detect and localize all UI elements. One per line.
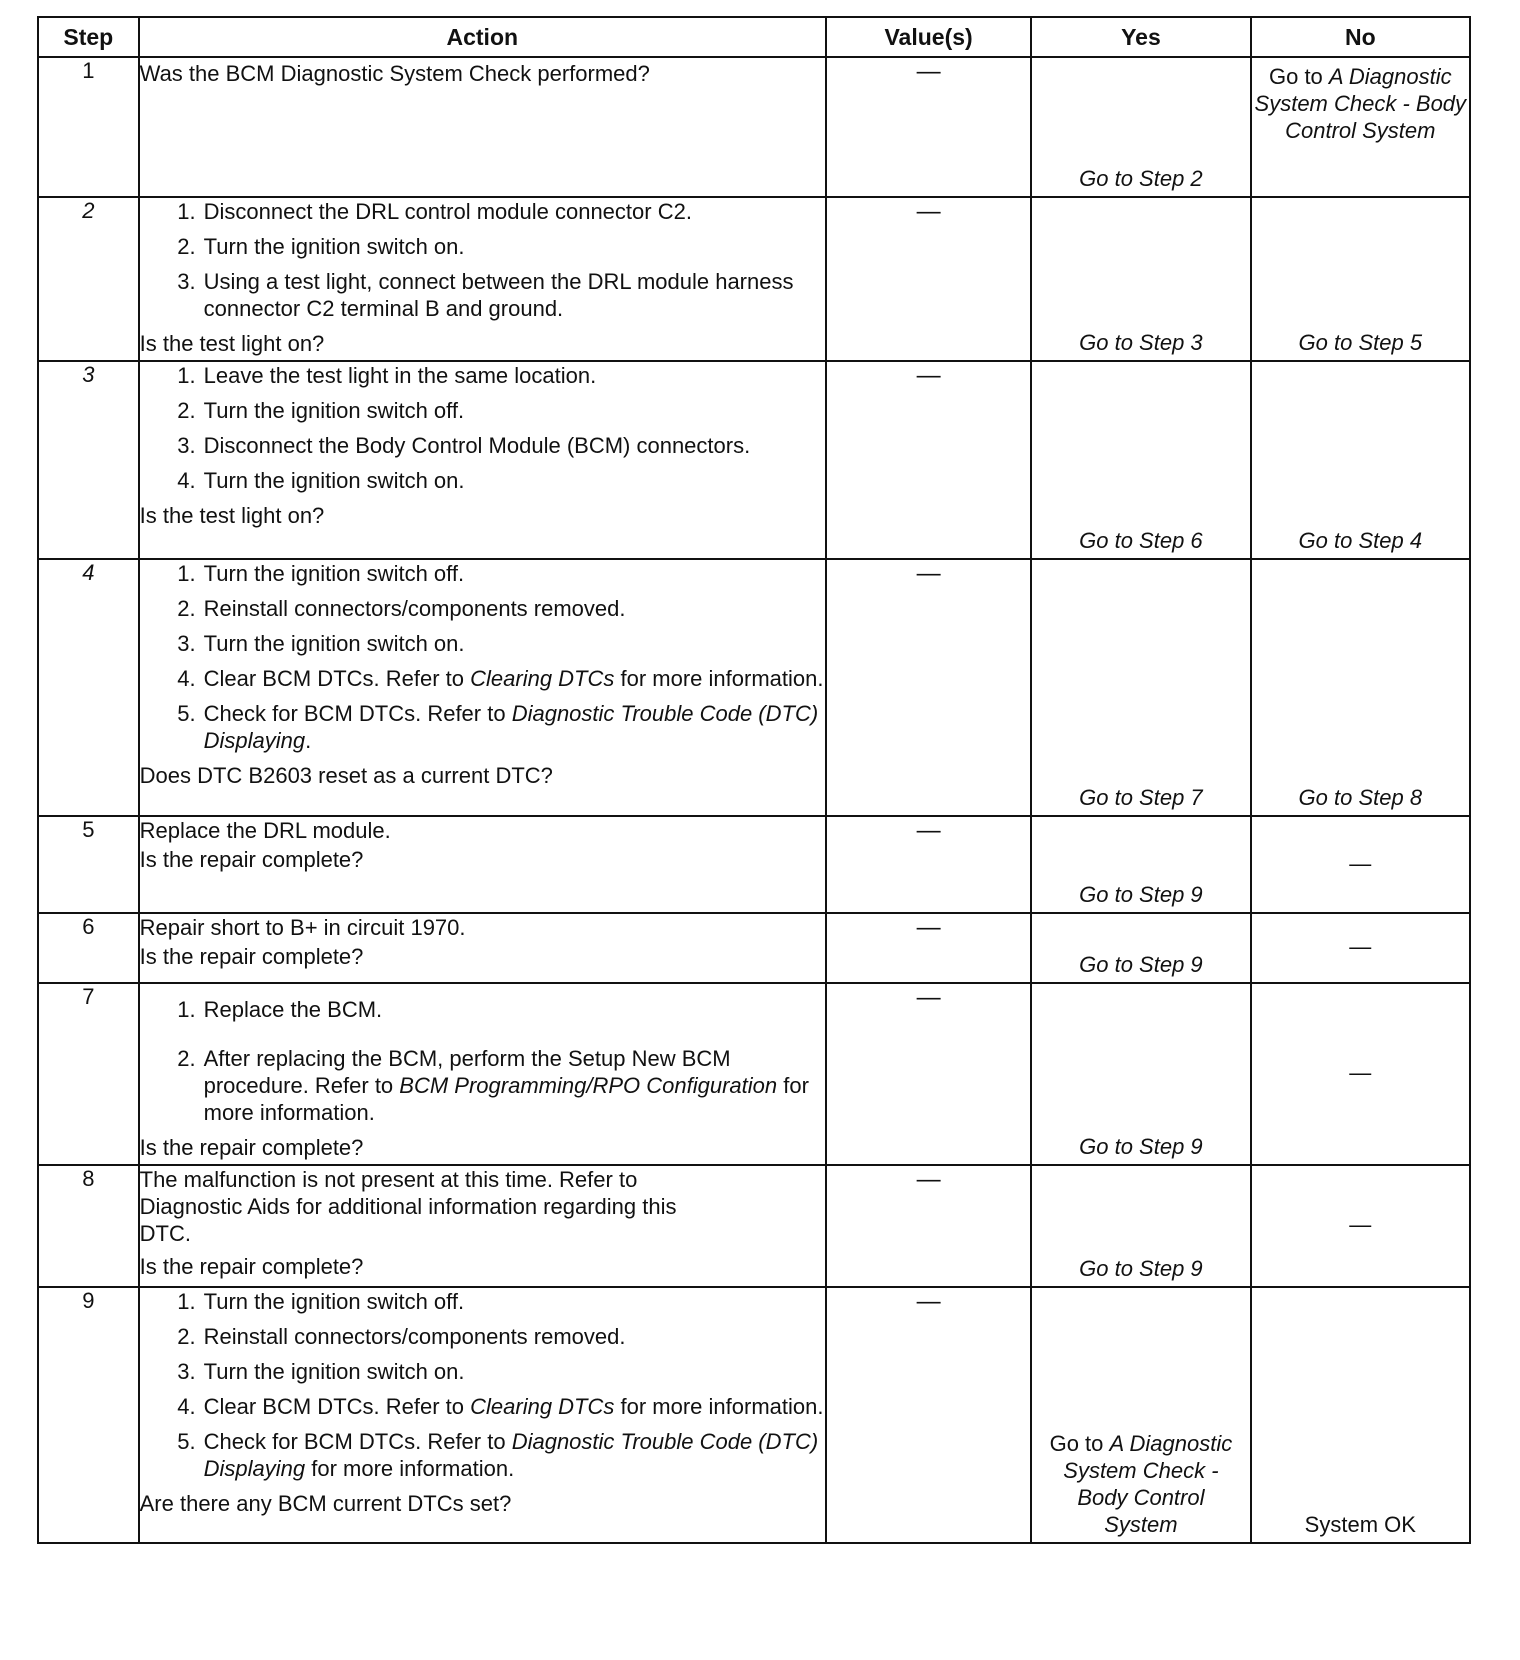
- list-item: 2. Turn the ignition switch on.: [177, 234, 465, 259]
- step-number: 9: [38, 1287, 139, 1543]
- value-cell: —: [826, 816, 1031, 913]
- action-question: Does DTC B2603 reset as a current DTC?: [139, 763, 553, 788]
- yes-goto: Go to Step 2: [1079, 166, 1203, 191]
- step-number: 2: [38, 197, 139, 361]
- list-item: 3. Disconnect the Body Control Module (BCM) connectors.: [177, 433, 751, 458]
- no-cell: [1251, 1165, 1470, 1287]
- header-row: [38, 17, 1470, 57]
- action-question: Was the BCM Diagnostic System Check performed?: [139, 61, 650, 86]
- step-number: 1: [38, 57, 139, 197]
- list-item: 1. Disconnect the DRL control module connector C2.: [177, 199, 692, 224]
- value-cell: —: [826, 983, 1031, 1165]
- no-cell: [1251, 361, 1470, 559]
- step-number: 3: [38, 361, 139, 559]
- list-item: 3. Turn the ignition switch on.: [177, 631, 465, 656]
- action-list: [140, 984, 825, 1126]
- no-dash: —: [1349, 1060, 1372, 1086]
- step-number: 7: [38, 983, 139, 1165]
- action-cell: [139, 559, 826, 816]
- yes-goto: Go to Step 9: [1079, 1134, 1203, 1159]
- yes-cell: [1031, 197, 1250, 361]
- no-dash: —: [1349, 934, 1372, 960]
- no-dash: —: [1349, 1212, 1372, 1238]
- value-cell: —: [826, 361, 1031, 559]
- header-step: Step: [38, 17, 139, 57]
- no-cell: [1251, 983, 1470, 1165]
- action-question: Are there any BCM current DTCs set?: [139, 1491, 512, 1516]
- list-item: 3. Turn the ignition switch on.: [177, 1359, 465, 1384]
- table-row: [38, 1165, 1470, 1287]
- yes-goto: Go to Step 7: [1079, 785, 1203, 810]
- list-item: 5. Check for BCM DTCs. Refer to Diagnostic Trouble Code (DTC) Displaying.: [177, 701, 819, 753]
- table-row: [38, 559, 1470, 816]
- yes-goto: Go to Step 9: [1079, 952, 1203, 977]
- yes-cell: [1031, 361, 1250, 559]
- no-result: System OK: [1304, 1512, 1416, 1537]
- yes-cell: [1031, 913, 1250, 983]
- action-cell: [139, 1287, 826, 1543]
- action-text: The malfunction is not present at this time. Refer to Diagnostic Aids for additional information regarding this DTC.: [139, 1167, 677, 1246]
- value-cell: —: [826, 57, 1031, 197]
- yes-goto: Go to Step 3: [1079, 330, 1203, 355]
- header-action: Action: [139, 17, 826, 57]
- action-question: Is the repair complete?: [139, 1135, 364, 1160]
- value-cell: —: [826, 559, 1031, 816]
- value-cell: —: [826, 913, 1031, 983]
- action-text: Repair short to B+ in circuit 1970.: [139, 915, 466, 940]
- action-cell: [139, 913, 826, 983]
- no-dash: —: [1349, 850, 1372, 876]
- action-list: [140, 362, 825, 494]
- header-values: Value(s): [826, 17, 1031, 57]
- list-item: 2. Turn the ignition switch off.: [177, 398, 465, 423]
- no-cell: [1251, 197, 1470, 361]
- header-yes: Yes: [1031, 17, 1250, 57]
- value-cell: —: [826, 1287, 1031, 1543]
- value-cell: —: [826, 197, 1031, 361]
- list-item: 5. Check for BCM DTCs. Refer to Diagnostic Trouble Code (DTC) Displaying for more information.: [177, 1429, 819, 1481]
- no-goto: Go to Step 4: [1298, 528, 1423, 553]
- list-item: 3. Using a test light, connect between the DRL module harness connector C2 terminal B and ground.: [177, 269, 794, 321]
- no-goto: Go to Step 8: [1298, 785, 1423, 810]
- list-item: 1. Leave the test light in the same location.: [177, 363, 597, 388]
- table-row: [38, 197, 1470, 361]
- yes-cell: [1031, 1287, 1250, 1543]
- list-item: 1. Turn the ignition switch off.: [177, 1289, 465, 1314]
- step-number: 6: [38, 913, 139, 983]
- no-cell: [1251, 1287, 1470, 1543]
- action-question: Is the test light on?: [139, 331, 325, 356]
- yes-goto: Go to Step 9: [1079, 1256, 1203, 1281]
- header-no: No: [1251, 17, 1470, 57]
- action-question: Is the repair complete?: [139, 944, 364, 969]
- no-cell: [1251, 57, 1470, 197]
- list-item: 4. Clear BCM DTCs. Refer to Clearing DTCs for more information.: [177, 1394, 824, 1419]
- diagnostic-table: [37, 16, 1471, 1544]
- yes-cell: [1031, 57, 1250, 197]
- table-row: [38, 57, 1470, 197]
- action-cell: [139, 1165, 826, 1287]
- list-item: 2. Reinstall connectors/components removed.: [177, 1324, 626, 1349]
- action-question: Is the repair complete?: [139, 1254, 364, 1279]
- table-row: [38, 913, 1470, 983]
- action-list: [140, 560, 825, 754]
- step-number: 5: [38, 816, 139, 913]
- no-goto: Go to Step 5: [1298, 330, 1423, 355]
- no-cell: [1251, 559, 1470, 816]
- step-number: 8: [38, 1165, 139, 1287]
- list-item: 1. Turn the ignition switch off.: [177, 561, 465, 586]
- no-goto-ref: A Diagnostic System Check - Body Control System: [1254, 64, 1467, 143]
- no-cell: [1251, 816, 1470, 913]
- list-item: 1. Replace the BCM.: [177, 997, 383, 1022]
- action-cell: [139, 197, 826, 361]
- action-text: Replace the DRL module.: [139, 818, 391, 843]
- yes-cell: [1031, 559, 1250, 816]
- no-cell: [1251, 913, 1470, 983]
- list-item: 4. Clear BCM DTCs. Refer to Clearing DTCs for more information.: [177, 666, 824, 691]
- action-question: Is the repair complete?: [139, 847, 364, 872]
- yes-cell: [1031, 983, 1250, 1165]
- yes-goto: Go to Step 6: [1079, 528, 1203, 553]
- action-question: Is the test light on?: [139, 503, 325, 528]
- yes-goto-prefix: Go to: [1049, 1431, 1110, 1456]
- table-row: [38, 361, 1470, 559]
- step-number: 4: [38, 559, 139, 816]
- yes-goto: Go to Step 9: [1079, 882, 1203, 907]
- list-item: 2. Reinstall connectors/components removed.: [177, 596, 626, 621]
- no-goto: [1252, 58, 1469, 144]
- action-cell: [139, 57, 826, 197]
- yes-goto: [1032, 1430, 1249, 1538]
- action-cell: [139, 816, 826, 913]
- yes-cell: [1031, 816, 1250, 913]
- yes-cell: [1031, 1165, 1250, 1287]
- list-item: 2. After replacing the BCM, perform the Setup New BCM procedure. Refer to BCM Programming/RPO Configuration for more information.: [177, 1046, 809, 1125]
- table-row: [38, 983, 1470, 1165]
- yes-goto-ref: A Diagnostic System Check - Body Control System: [1063, 1431, 1233, 1537]
- action-cell: [139, 361, 826, 559]
- value-cell: —: [826, 1165, 1031, 1287]
- no-goto-prefix: Go to: [1268, 64, 1329, 89]
- table-row: [38, 816, 1470, 913]
- action-list: [140, 1288, 825, 1482]
- action-cell: [139, 983, 826, 1165]
- table-row: [38, 1287, 1470, 1543]
- list-item: 4. Turn the ignition switch on.: [177, 468, 465, 493]
- action-list: [140, 198, 825, 322]
